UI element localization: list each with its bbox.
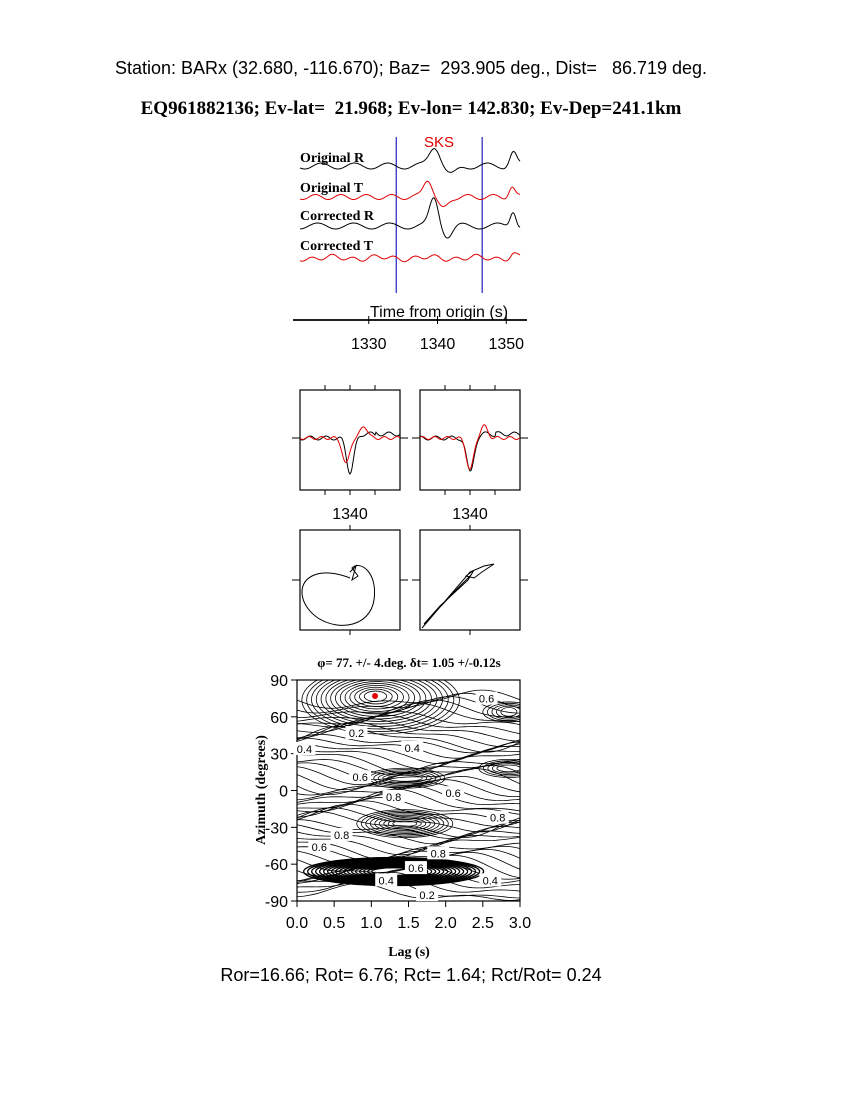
lag-tick-label: 3.0 — [508, 915, 532, 932]
contour-label: 0.6 — [445, 788, 461, 801]
contour-label: 0.8 — [430, 848, 446, 861]
contour-label: 0.8 — [333, 829, 350, 842]
waveform-box-2 — [412, 385, 528, 523]
lag-tick-label: 2.0 — [434, 915, 457, 932]
phase-label-sks: SKS — [423, 134, 455, 151]
station-info: Station: BARx (32.680, -116.670); Baz= 293.905 deg., Dist= 86.719 deg. — [114, 58, 708, 78]
seismogram-panel — [293, 134, 527, 353]
waveform-frame — [420, 390, 520, 490]
contour-label: 0.8 — [385, 791, 402, 804]
azimuth-tick-label: 90 — [270, 673, 288, 690]
trace-label-original-t: Original T — [300, 181, 364, 196]
azimuth-tick-label: -60 — [264, 857, 288, 875]
waveform-radial — [420, 432, 520, 471]
lag-tick-label: 0.5 — [323, 915, 346, 932]
trace-label-corrected-r: Corrected R — [300, 209, 374, 224]
lag-axis-label: Lag (s) — [388, 945, 430, 960]
contour-line — [326, 676, 432, 722]
contour-line — [366, 812, 444, 834]
azimuth-axis-label: Azimuth (degrees) — [254, 735, 269, 845]
contour-label: 0.4 — [378, 875, 394, 888]
azimuth-tick-label: 30 — [270, 746, 288, 764]
time-tick-label: 1340 — [419, 336, 456, 353]
contour-label: 0.6 — [352, 772, 368, 785]
waveform-box-1 — [292, 385, 408, 523]
particle-motion-box-2 — [412, 525, 528, 635]
energy-ratio-info: Ror=16.66; Rot= 6.76; Rct= 1.64; Rct/Rot= 0.24 — [220, 965, 602, 985]
time-tick-label: 1330 — [350, 336, 387, 353]
contour-line — [311, 670, 448, 729]
waveform-tick-label: 1340 — [452, 506, 488, 523]
particle-motion-trace — [422, 564, 494, 628]
event-info: EQ961882136; Ev-lat= 21.968; Ev-lon= 142.830; Ev-Dep=241.1km — [140, 98, 682, 119]
azimuth-tick-label: -30 — [264, 820, 288, 838]
contour-label: 0.4 — [482, 875, 498, 888]
particle-motion-panel — [292, 525, 528, 635]
grid-title: φ= 77. +/- 4.deg. δt= 1.05 +/-0.12s — [317, 655, 501, 670]
waveform-comparison-panel — [292, 385, 528, 523]
particle-motion-frame — [300, 530, 400, 630]
lag-tick-label: 0.0 — [285, 915, 309, 932]
trace-label-corrected-t: Corrected T — [300, 239, 373, 254]
contour-label: 0.6 — [311, 842, 327, 855]
particle-motion-box-1 — [292, 525, 408, 635]
particle-motion-trace — [302, 566, 375, 626]
contour-label: 0.2 — [348, 728, 365, 741]
waveform-transverse — [420, 425, 520, 470]
contour-label: 0.6 — [478, 693, 495, 706]
lag-tick-label: 1.5 — [397, 915, 420, 932]
trace-label-original-r: Original R — [300, 151, 365, 166]
contour-label: 0.2 — [419, 890, 435, 903]
best-fit-marker — [372, 693, 378, 699]
azimuth-tick-label: -90 — [264, 894, 288, 911]
contour-label: 0.6 — [408, 863, 424, 876]
waveform-tick-label: 1340 — [332, 506, 368, 523]
contour-label: 0.8 — [490, 812, 506, 825]
azimuth-tick-label: 0 — [279, 783, 288, 801]
lag-tick-label: 2.5 — [471, 915, 494, 932]
contour-label: 0.4 — [404, 742, 420, 755]
contour-line — [292, 786, 524, 805]
azimuth-tick-label: 60 — [270, 709, 288, 727]
grid-search-panel — [254, 655, 539, 960]
contour-label: 0.4 — [296, 743, 313, 756]
lag-tick-label: 1.0 — [360, 915, 383, 932]
contour-line — [379, 817, 430, 831]
time-tick-label: 1350 — [488, 336, 525, 353]
particle-motion-frame — [420, 530, 520, 630]
time-axis-label: Time from origin (s) — [369, 304, 509, 321]
waveform-transverse — [300, 427, 400, 463]
